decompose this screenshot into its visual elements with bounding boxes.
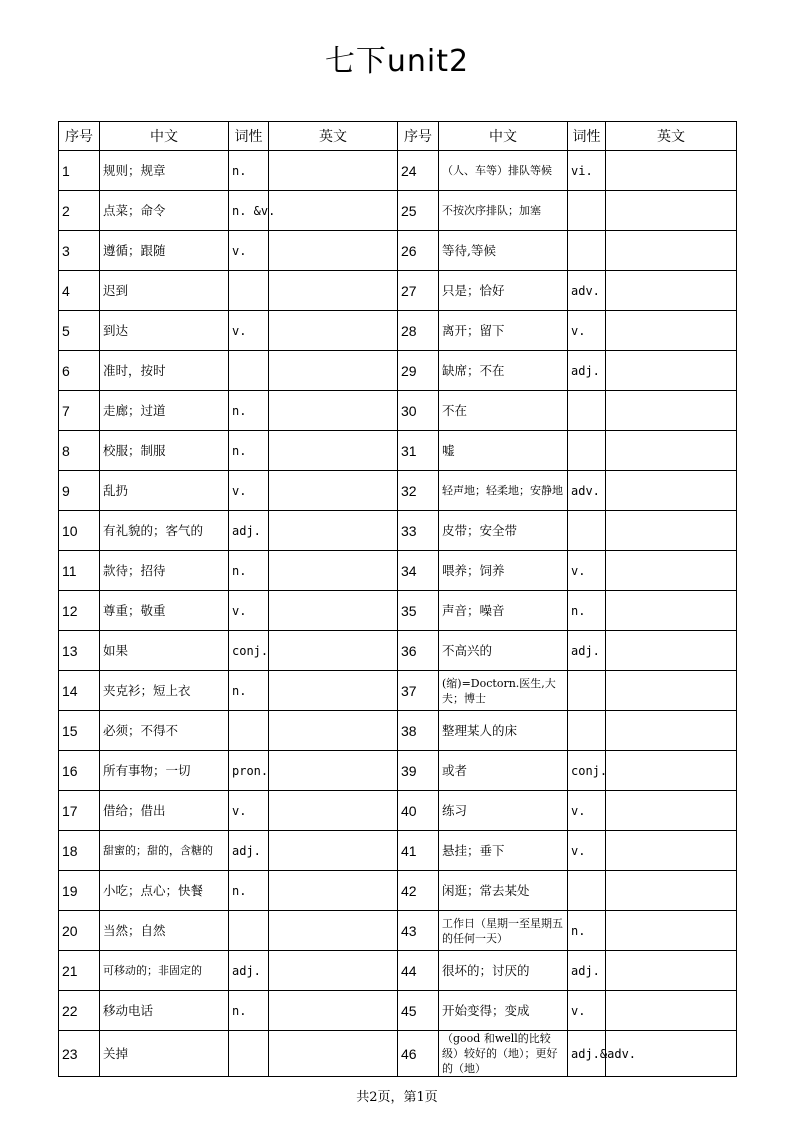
word-number: 23 — [59, 1031, 100, 1077]
word-english-answer[interactable] — [269, 751, 398, 791]
word-part-of-speech: pron. — [229, 751, 269, 791]
word-chinese: 必须；不得不 — [100, 711, 229, 751]
word-number: 12 — [59, 591, 100, 631]
word-number: 25 — [398, 191, 439, 231]
word-english-answer[interactable] — [606, 191, 737, 231]
word-chinese: 到达 — [100, 311, 229, 351]
word-number: 43 — [398, 911, 439, 951]
word-chinese: 可移动的；非固定的 — [100, 951, 229, 991]
word-chinese: 借给；借出 — [100, 791, 229, 831]
word-part-of-speech: v. — [568, 991, 606, 1031]
word-part-of-speech: adj. — [229, 951, 269, 991]
word-part-of-speech: adj. — [229, 511, 269, 551]
word-english-answer[interactable] — [269, 391, 398, 431]
table-row — [59, 151, 737, 191]
header-chinese: 中文 — [439, 122, 568, 151]
word-number: 4 — [59, 271, 100, 311]
word-number: 31 — [398, 431, 439, 471]
word-english-answer[interactable] — [606, 991, 737, 1031]
word-english-answer[interactable] — [606, 151, 737, 191]
word-part-of-speech: v. — [229, 791, 269, 831]
word-chinese: 小吃；点心；快餐 — [100, 871, 229, 911]
word-english-answer[interactable] — [269, 711, 398, 751]
word-number: 8 — [59, 431, 100, 471]
word-chinese: 尊重；敬重 — [100, 591, 229, 631]
word-english-answer[interactable] — [606, 551, 737, 591]
table-row — [59, 991, 737, 1031]
word-number: 19 — [59, 871, 100, 911]
table-row — [59, 431, 737, 471]
table-row — [59, 271, 737, 311]
word-part-of-speech: v. — [229, 471, 269, 511]
word-number: 27 — [398, 271, 439, 311]
word-part-of-speech — [568, 231, 606, 271]
word-part-of-speech: adj. — [568, 631, 606, 671]
word-english-answer[interactable] — [269, 191, 398, 231]
word-english-answer[interactable] — [606, 711, 737, 751]
word-english-answer[interactable] — [269, 871, 398, 911]
word-part-of-speech: v. — [568, 831, 606, 871]
word-english-answer[interactable] — [269, 791, 398, 831]
word-number: 44 — [398, 951, 439, 991]
word-number: 15 — [59, 711, 100, 751]
word-part-of-speech: v. — [568, 311, 606, 351]
word-number: 5 — [59, 311, 100, 351]
word-english-answer[interactable] — [606, 471, 737, 511]
word-english-answer[interactable] — [269, 151, 398, 191]
word-number: 33 — [398, 511, 439, 551]
word-number: 2 — [59, 191, 100, 231]
word-part-of-speech: vi. — [568, 151, 606, 191]
word-number: 28 — [398, 311, 439, 351]
word-number: 1 — [59, 151, 100, 191]
word-english-answer[interactable] — [606, 511, 737, 551]
word-english-answer[interactable] — [606, 391, 737, 431]
word-part-of-speech: adv. — [568, 271, 606, 311]
word-chinese: 规则；规章 — [100, 151, 229, 191]
header-part-of-speech: 词性 — [568, 122, 606, 151]
word-chinese: 练习 — [439, 791, 568, 831]
word-number: 24 — [398, 151, 439, 191]
word-english-answer[interactable] — [269, 431, 398, 471]
word-part-of-speech: n. &v. — [229, 191, 269, 231]
word-english-answer[interactable] — [606, 671, 737, 711]
word-english-answer[interactable] — [269, 831, 398, 871]
word-chinese: 如果 — [100, 631, 229, 671]
word-english-answer[interactable] — [269, 591, 398, 631]
word-part-of-speech: adj. — [229, 831, 269, 871]
table-row — [59, 671, 737, 711]
word-chinese: 工作日（星期一至星期五的任何一天） — [439, 911, 568, 951]
word-part-of-speech: adj.&adv. — [568, 1031, 606, 1077]
word-part-of-speech — [229, 351, 269, 391]
word-english-answer[interactable] — [606, 431, 737, 471]
word-english-answer[interactable] — [269, 271, 398, 311]
table-row — [59, 191, 737, 231]
word-number: 46 — [398, 1031, 439, 1077]
word-chinese: 声音；噪音 — [439, 591, 568, 631]
word-chinese: 有礼貌的；客气的 — [100, 511, 229, 551]
word-number: 39 — [398, 751, 439, 791]
header-english: 英文 — [606, 122, 737, 151]
word-number: 7 — [59, 391, 100, 431]
word-part-of-speech — [568, 871, 606, 911]
word-part-of-speech — [568, 511, 606, 551]
word-chinese: 悬挂；垂下 — [439, 831, 568, 871]
word-chinese: 等待,等候 — [439, 231, 568, 271]
word-english-answer[interactable] — [269, 471, 398, 511]
word-number: 45 — [398, 991, 439, 1031]
word-chinese: 甜蜜的；甜的，含糖的 — [100, 831, 229, 871]
word-english-answer[interactable] — [269, 311, 398, 351]
word-chinese: 准时，按时 — [100, 351, 229, 391]
word-english-answer[interactable] — [606, 591, 737, 631]
word-english-answer[interactable] — [606, 631, 737, 671]
word-chinese: 皮带；安全带 — [439, 511, 568, 551]
word-number: 35 — [398, 591, 439, 631]
word-part-of-speech: v. — [229, 231, 269, 271]
word-part-of-speech: n. — [229, 871, 269, 911]
word-part-of-speech — [229, 711, 269, 751]
word-english-answer[interactable] — [606, 951, 737, 991]
word-number: 6 — [59, 351, 100, 391]
word-number: 41 — [398, 831, 439, 871]
word-chinese: 款待；招待 — [100, 551, 229, 591]
word-part-of-speech: adv. — [568, 471, 606, 511]
table-row — [59, 911, 737, 951]
word-part-of-speech — [568, 191, 606, 231]
word-number: 42 — [398, 871, 439, 911]
word-chinese: 闲逛；常去某处 — [439, 871, 568, 911]
word-number: 38 — [398, 711, 439, 751]
word-part-of-speech: n. — [229, 551, 269, 591]
word-english-answer[interactable] — [606, 871, 737, 911]
word-number: 13 — [59, 631, 100, 671]
table-row — [59, 511, 737, 551]
table-row — [59, 751, 737, 791]
word-chinese: 走廊；过道 — [100, 391, 229, 431]
word-number: 37 — [398, 671, 439, 711]
table-row — [59, 391, 737, 431]
word-part-of-speech: adj. — [568, 351, 606, 391]
word-part-of-speech: n. — [568, 591, 606, 631]
word-english-answer[interactable] — [606, 911, 737, 951]
word-part-of-speech: adj. — [568, 951, 606, 991]
table-row — [59, 351, 737, 391]
word-english-answer[interactable] — [606, 271, 737, 311]
word-number: 30 — [398, 391, 439, 431]
word-chinese: 整理某人的床 — [439, 711, 568, 751]
word-number: 11 — [59, 551, 100, 591]
word-part-of-speech: n. — [229, 151, 269, 191]
word-part-of-speech: n. — [229, 391, 269, 431]
word-part-of-speech: conj. — [229, 631, 269, 671]
word-chinese: 点菜；命令 — [100, 191, 229, 231]
word-chinese: 或者 — [439, 751, 568, 791]
word-chinese: 不高兴的 — [439, 631, 568, 671]
word-chinese: 缺席；不在 — [439, 351, 568, 391]
word-chinese: （人、车等）排队等候 — [439, 151, 568, 191]
table-row — [59, 311, 737, 351]
table-row — [59, 871, 737, 911]
word-part-of-speech — [568, 711, 606, 751]
word-number: 14 — [59, 671, 100, 711]
word-number: 16 — [59, 751, 100, 791]
word-english-answer[interactable] — [606, 311, 737, 351]
word-english-answer[interactable] — [269, 231, 398, 271]
page-title: 七下unit2 — [324, 44, 470, 79]
word-number: 32 — [398, 471, 439, 511]
word-number: 17 — [59, 791, 100, 831]
word-number: 40 — [398, 791, 439, 831]
page-footer: 共2页，第1页 — [356, 1090, 438, 1105]
word-chinese: (缩)=Doctorn.医生,大夫；博士 — [439, 671, 568, 711]
header-number: 序号 — [59, 122, 100, 151]
word-number: 22 — [59, 991, 100, 1031]
word-part-of-speech — [568, 391, 606, 431]
word-chinese: 关掉 — [100, 1031, 229, 1077]
word-number: 10 — [59, 511, 100, 551]
word-part-of-speech: v. — [568, 791, 606, 831]
word-part-of-speech: n. — [229, 431, 269, 471]
table-row — [59, 631, 737, 671]
word-chinese: 不在 — [439, 391, 568, 431]
header-chinese: 中文 — [100, 122, 229, 151]
word-english-answer[interactable] — [606, 791, 737, 831]
word-number: 3 — [59, 231, 100, 271]
word-chinese: 遵循；跟随 — [100, 231, 229, 271]
word-part-of-speech — [229, 1031, 269, 1077]
word-part-of-speech — [229, 911, 269, 951]
header-number: 序号 — [398, 122, 439, 151]
word-chinese: 轻声地；轻柔地；安静地 — [439, 471, 568, 511]
word-chinese: 离开；留下 — [439, 311, 568, 351]
word-chinese: （good 和well的比较级）较好的（地）；更好的（地） — [439, 1031, 568, 1077]
word-english-answer[interactable] — [606, 351, 737, 391]
word-chinese: 嘘 — [439, 431, 568, 471]
table-row — [59, 551, 737, 591]
word-number: 21 — [59, 951, 100, 991]
word-chinese: 只是；恰好 — [439, 271, 568, 311]
word-chinese: 乱扔 — [100, 471, 229, 511]
word-chinese: 当然；自然 — [100, 911, 229, 951]
table-row — [59, 591, 737, 631]
word-number: 20 — [59, 911, 100, 951]
word-chinese: 迟到 — [100, 271, 229, 311]
word-chinese: 移动电话 — [100, 991, 229, 1031]
word-number: 18 — [59, 831, 100, 871]
word-english-answer[interactable] — [269, 991, 398, 1031]
word-chinese: 开始变得；变成 — [439, 991, 568, 1031]
word-chinese: 很坏的；讨厌的 — [439, 951, 568, 991]
word-part-of-speech: v. — [229, 591, 269, 631]
word-chinese: 所有事物；一切 — [100, 751, 229, 791]
word-chinese: 不按次序排队；加塞 — [439, 191, 568, 231]
word-number: 9 — [59, 471, 100, 511]
word-part-of-speech: v. — [568, 551, 606, 591]
word-part-of-speech — [568, 431, 606, 471]
table-row — [59, 711, 737, 751]
vocabulary-table — [58, 121, 737, 1077]
word-number: 36 — [398, 631, 439, 671]
word-english-answer[interactable] — [606, 751, 737, 791]
word-part-of-speech: n. — [229, 991, 269, 1031]
word-english-answer[interactable] — [269, 551, 398, 591]
word-number: 26 — [398, 231, 439, 271]
header-part-of-speech: 词性 — [229, 122, 269, 151]
word-english-answer[interactable] — [269, 631, 398, 671]
word-part-of-speech — [229, 271, 269, 311]
header-english: 英文 — [269, 122, 398, 151]
table-header-row — [59, 122, 737, 151]
word-english-answer[interactable] — [269, 951, 398, 991]
word-number: 29 — [398, 351, 439, 391]
table-row — [59, 471, 737, 511]
word-chinese: 夹克衫；短上衣 — [100, 671, 229, 711]
word-part-of-speech: conj. — [568, 751, 606, 791]
table-row — [59, 951, 737, 991]
word-english-answer[interactable] — [269, 351, 398, 391]
word-english-answer[interactable] — [606, 831, 737, 871]
word-chinese: 喂养；饲养 — [439, 551, 568, 591]
word-part-of-speech: n. — [568, 911, 606, 951]
word-part-of-speech: v. — [229, 311, 269, 351]
table-row — [59, 231, 737, 271]
word-part-of-speech: n. — [229, 671, 269, 711]
word-english-answer[interactable] — [269, 671, 398, 711]
table-body — [59, 151, 737, 1077]
word-english-answer[interactable] — [606, 231, 737, 271]
word-part-of-speech — [568, 671, 606, 711]
word-english-answer[interactable] — [269, 1031, 398, 1077]
word-english-answer[interactable] — [269, 911, 398, 951]
table-row — [59, 1031, 737, 1077]
word-english-answer[interactable] — [269, 511, 398, 551]
word-number: 34 — [398, 551, 439, 591]
word-chinese: 校服；制服 — [100, 431, 229, 471]
table-row — [59, 791, 737, 831]
table-row — [59, 831, 737, 871]
